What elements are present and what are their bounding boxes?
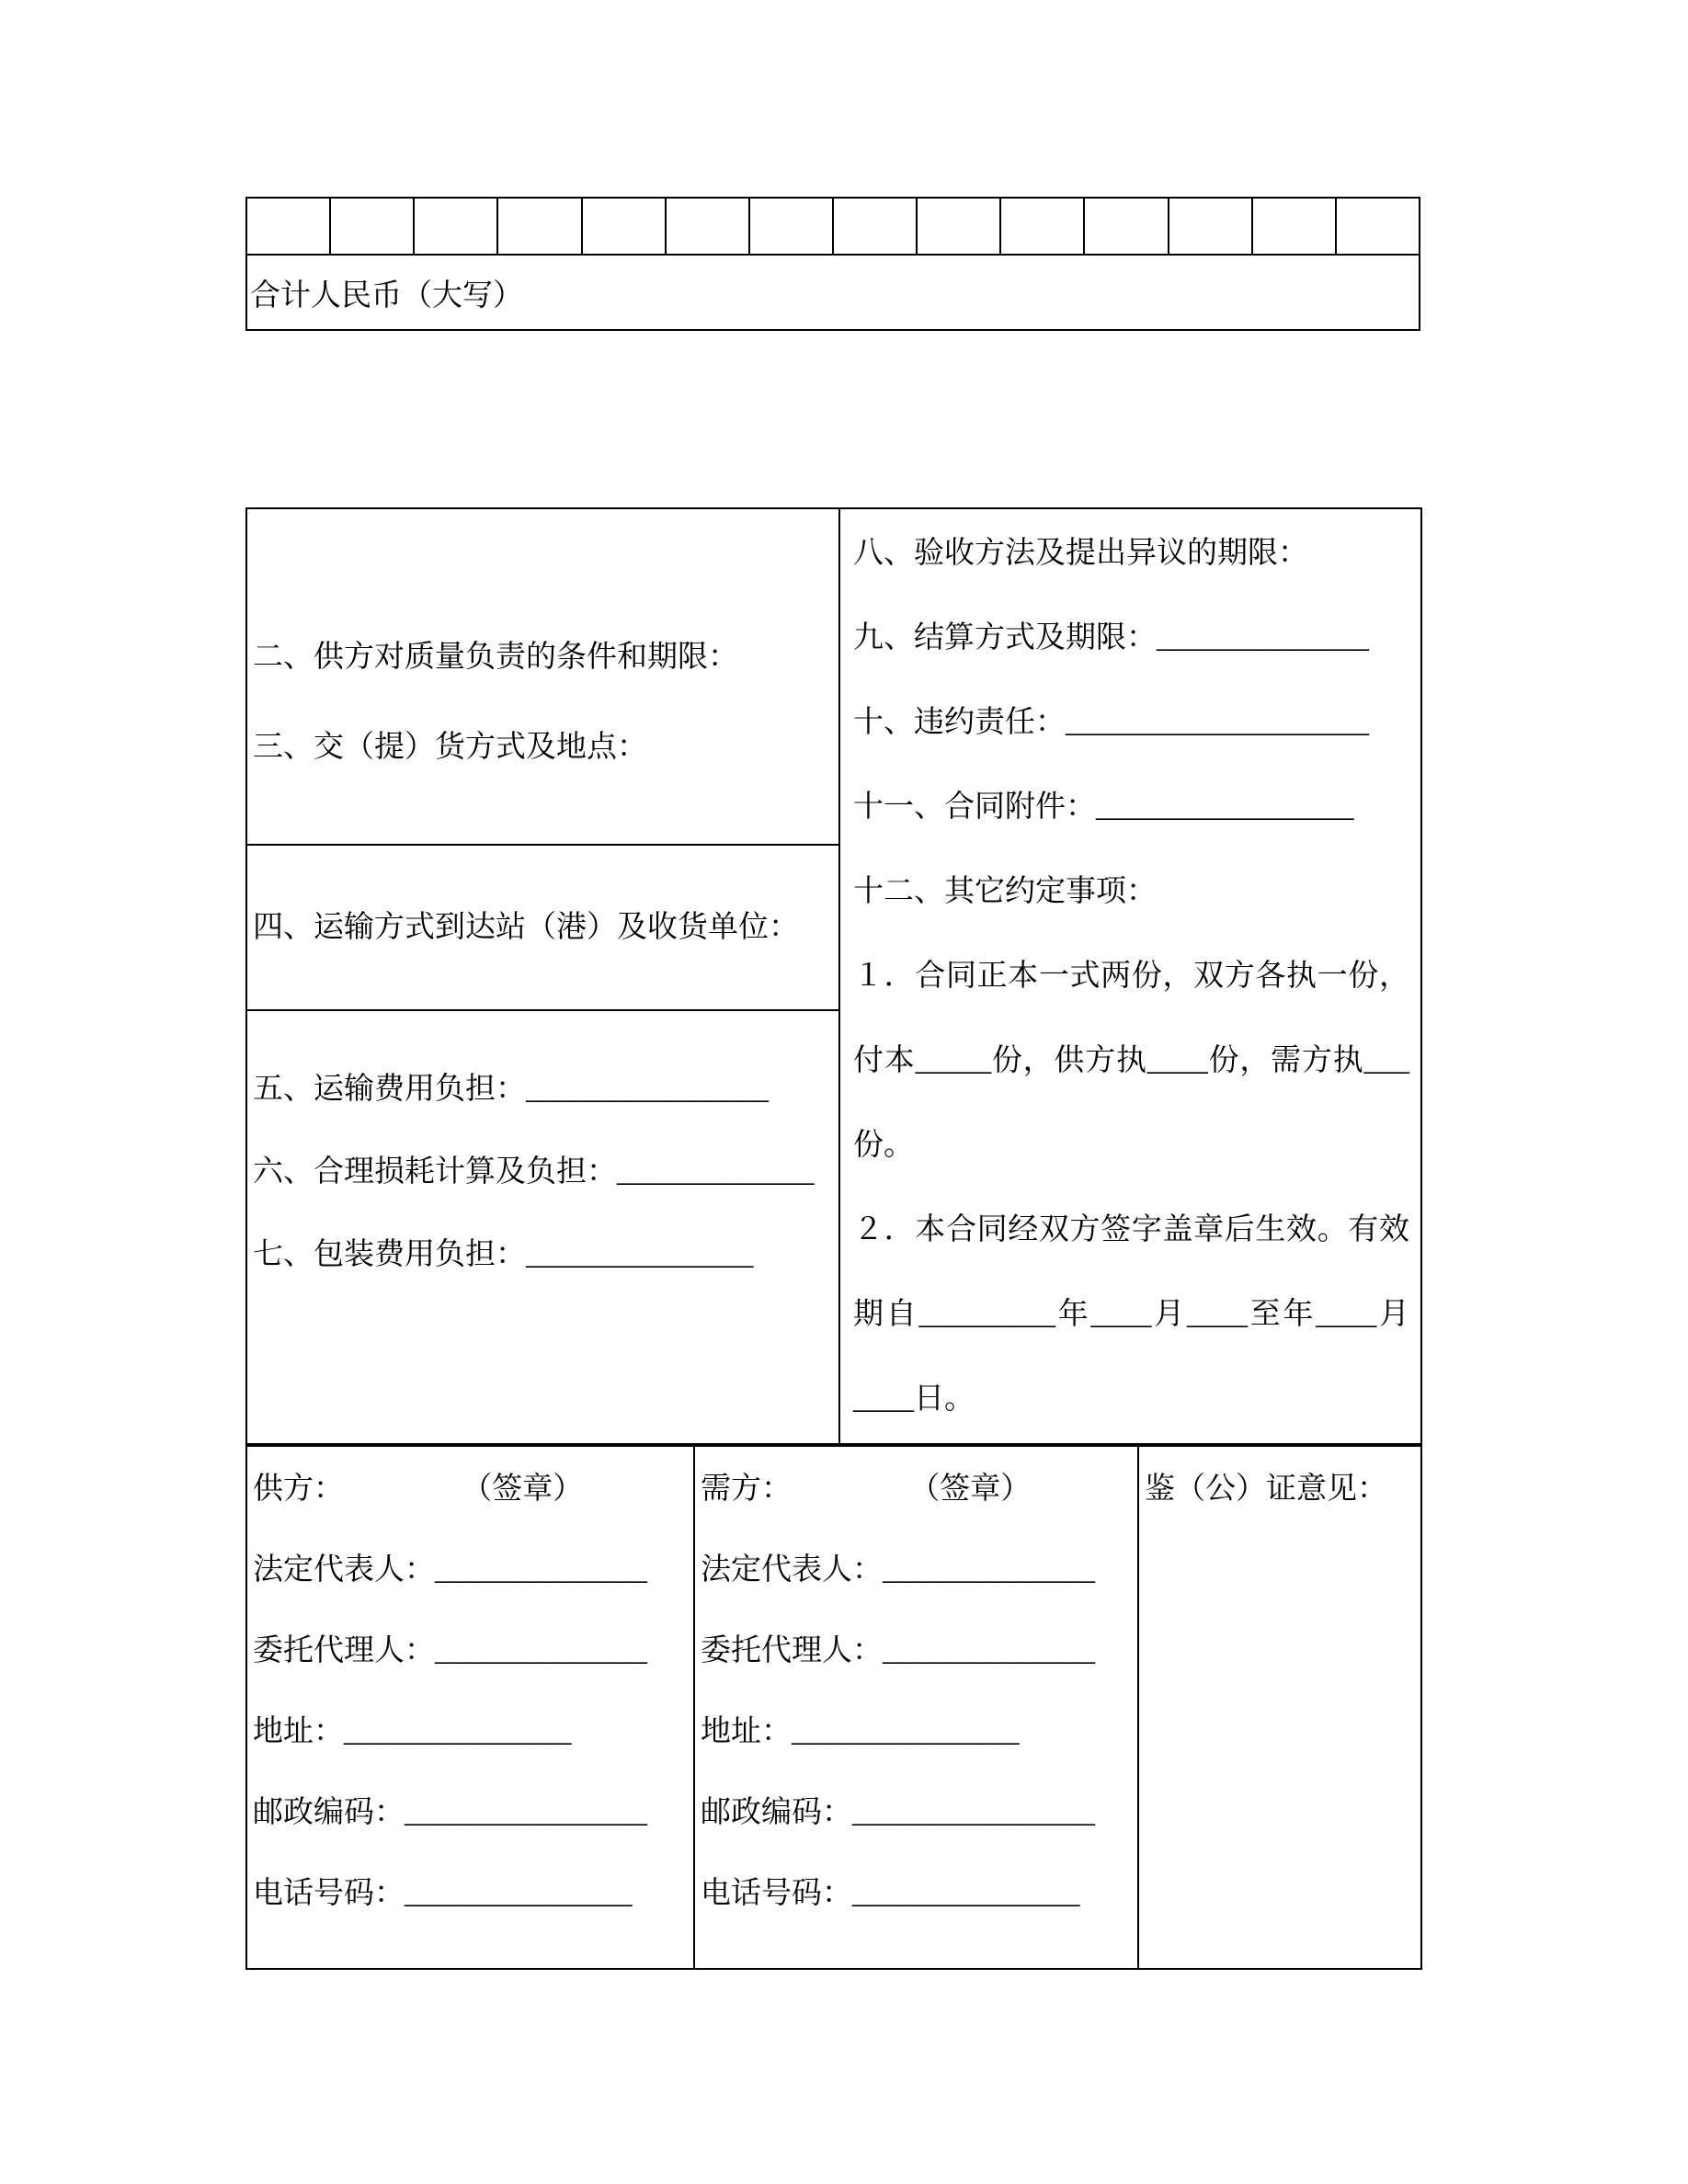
amount-digit-cell [414,198,497,255]
supplier-postcode-line: 邮政编码：________________ [253,1796,647,1829]
supplier-label: 供方： [253,1473,344,1506]
buyer-signature-cell [694,1444,1138,1969]
term-breach-liability: 十、违约责任：____________________ [853,706,1369,739]
supplier-signature-cell [246,1444,694,1969]
amount-digit-cell [1252,198,1336,255]
supplier-seal-label: （签章） [462,1473,584,1506]
buyer-address-line: 地址：_______________ [701,1715,1020,1748]
amount-digit-cell [833,198,917,255]
amount-total-row [246,255,1420,330]
buyer-phone-line: 电话号码：_______________ [701,1877,1080,1910]
buyer-legal-representative-line: 法定代表人：______________ [701,1553,1095,1587]
fees-terms-cell [246,1010,839,1446]
buyer-postcode-line: 邮政编码：________________ [701,1796,1095,1829]
buyer-label: 需方： [701,1473,792,1506]
terms-right-cell [839,508,1421,1446]
amount-total-label: 合计人民币（大写） [250,279,523,313]
term-transport-fee: 五、运输费用负担：________________ [253,1073,769,1106]
transport-terms-cell [246,845,839,1010]
supplier-phone-line: 电话号码：_______________ [253,1877,633,1910]
term-copies-clause: １．合同正本一式两份，双方各执一份，付本_____份，供方执____份，需方执___份。 [853,960,1409,1162]
terms-table [245,507,1422,1447]
notary-opinion-title: 鉴（公）证意见： [1145,1473,1387,1506]
amount-digit-cell [917,198,1000,255]
amount-digit-cell [582,198,666,255]
buyer-seal-label: （签章） [909,1473,1032,1506]
term-loss-calculation: 六、合理损耗计算及负担：_____________ [253,1155,815,1189]
supplier-address-line: 地址：_______________ [253,1715,572,1748]
buyer-party-line [701,1449,1130,1530]
amount-digit-cell [497,198,581,255]
amount-digit-cell [666,198,749,255]
buyer-agent-line: 委托代理人：______________ [701,1634,1095,1667]
term-validity-clause: ２．本合同经双方签字盖章后生效。有效期自_________年____月____至年____月____日。 [853,1213,1409,1416]
term-settlement: 九、结算方式及期限：______________ [853,621,1369,654]
amount-digit-cell [1169,198,1252,255]
amount-digits-row [246,198,1420,255]
term-delivery-method: 三、交（提）货方式及地点： [253,731,647,764]
terms-row-quality [246,508,1421,845]
quality-terms-cell [246,508,839,845]
amount-digit-cell [749,198,833,255]
amount-digit-cell [330,198,414,255]
supplier-agent-line: 委托代理人：______________ [253,1634,647,1667]
signature-table [245,1443,1422,1970]
term-acceptance-method: 八、验收方法及提出异议的期限： [853,537,1308,570]
amount-table [245,197,1420,331]
term-packaging-fee: 七、包装费用负担：_______________ [253,1238,754,1271]
notary-opinion-cell [1138,1444,1421,1969]
supplier-party-line [253,1449,686,1530]
signature-row [246,1444,1421,1969]
amount-total-cell [246,255,1420,330]
amount-digit-cell [1084,198,1168,255]
term-transport-destination: 四、运输方式到达站（港）及收货单位： [253,911,799,944]
term-contract-attachments: 十一、合同附件：_________________ [853,791,1354,824]
amount-digit-cell [1000,198,1084,255]
amount-digit-cell [1336,198,1420,255]
term-quality-responsibility: 二、供方对质量负责的条件和期限： [253,641,738,674]
supplier-legal-representative-line: 法定代表人：______________ [253,1553,647,1587]
amount-digit-cell [246,198,330,255]
term-other-agreements: 十二、其它约定事项： [853,875,1157,908]
